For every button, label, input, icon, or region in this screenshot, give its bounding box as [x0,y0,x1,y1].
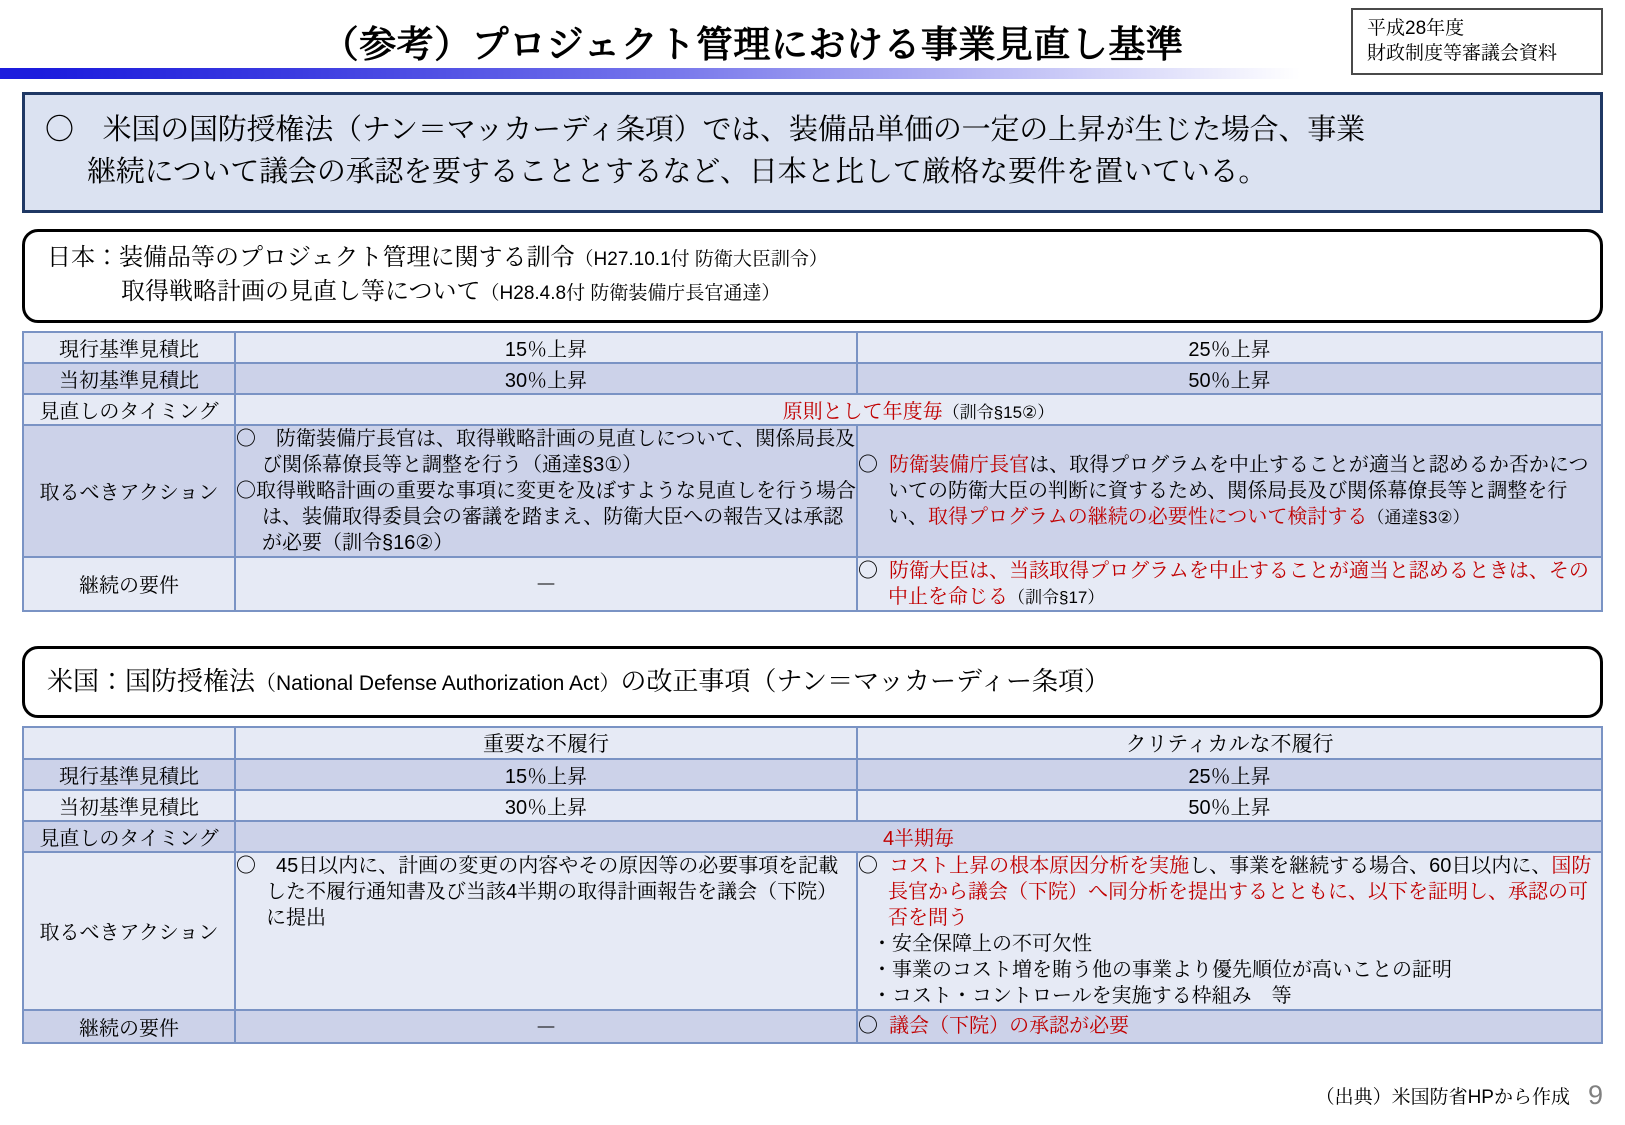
header-critical-breach: クリティカルな不履行 [857,727,1602,759]
badge-fiscal-year: 平成28年度 [1367,18,1465,39]
row-value-critical [857,425,1602,557]
action-bullet: 〇取得戦略計画の重要な事項に変更を及ぼすような見直しを行う場合は、装備取得委員会の審議を踏まえ、防衛大臣への報告又は承認が必要（訓令§16②） [236,479,856,554]
row-label: 現行基準見積比 [23,332,235,363]
us-header-line [47,663,1578,700]
table-row [23,1010,1602,1043]
action-red-emphasis: 取得プログラムの継続の必要性について検討する [928,505,1368,528]
timing-red-text: 4半期毎 [882,827,955,850]
japan-criteria-table [22,331,1603,612]
action-bullet [858,853,1601,931]
bullet-marker: 〇 [858,559,878,582]
row-value-major: － [235,1010,857,1043]
source-note: （出典）米国防省HPから作成 [1315,1087,1570,1108]
japan-header-line-2-main: 取得戦略計画の見直し等について [121,277,481,305]
action-black-body: し、事業を継続する場合、60日以内に、 [1189,854,1552,877]
row-value-major [235,852,857,1010]
row-value-critical: 50％上昇 [857,790,1602,821]
row-label: 継続の要件 [23,557,235,611]
bullet-marker: 〇 [858,854,878,877]
us-header-english-note: （National Defense Authorization Act） [255,671,621,695]
table-header-row [23,727,1602,759]
row-label: 見直しのタイミング [23,821,235,852]
table-row [23,759,1602,790]
header-gradient-bar [0,68,1300,79]
japan-header-line-2 [47,275,1578,309]
table-row [23,790,1602,821]
header-blank-corner [23,727,235,759]
slide-footer [1316,1082,1603,1109]
japan-header-line-1-main: 日本：装備品等のプロジェクト管理に関する訓令 [47,243,575,271]
continuation-red-text: 議会（下院）の承認が必要 [889,1015,1130,1038]
table-row [23,425,1602,557]
continuation-reference: （訓令§17） [1008,587,1105,607]
timing-reference: （訓令§15②） [942,402,1055,422]
table-row [23,852,1602,1010]
row-label: 取るべきアクション [23,852,235,1010]
row-label: 取るべきアクション [23,425,235,557]
row-value-major: 15％上昇 [235,759,857,790]
us-header-main-1: 米国：国防授権法 [47,665,256,696]
action-bullet: 〇 防衛装備庁長官は、取得戦略計画の見直しについて、関係局長及び関係幕僚長等と調整を行う（通達§3①） [236,427,856,476]
japan-section-header [22,229,1603,323]
action-red-subject: 防衛装備庁長官 [889,453,1030,476]
badge-council-name: 財政制度等審議会資料 [1367,43,1558,65]
row-value-timing [235,821,1602,852]
action-red-emphasis: 国防長官から議会（下院）へ同分析を提出するとともに、以下を証明し、承認の可否を問う [888,854,1592,929]
japan-header-line-1 [47,241,1578,275]
japan-header-line-1-note: （H27.10.1付 防衛大臣訓令） [574,248,828,270]
us-criteria-table [22,726,1603,1044]
table-row [23,821,1602,852]
row-value-critical [857,1010,1602,1043]
table-row [23,557,1602,611]
table-row [23,332,1602,363]
continuation-red-text-2: ときは、その中止を命じる [888,559,1589,608]
japan-header-line-2-note: （H28.4.8付 防衛装備庁長官通達） [480,282,781,304]
summary-callout [22,92,1603,213]
action-black-body: は、取得プログラムを中止することが適当と認めるか否かについての防衛大臣の判断に資するため、関係局長及び関係幕僚長等と調整を [888,453,1589,502]
us-header-main-2: の改正事項（ナン＝マッカーディー条項） [620,665,1110,696]
page-number: 9 [1587,1080,1603,1110]
row-label: 見直しのタイミング [23,394,235,425]
row-label: 現行基準見積比 [23,759,235,790]
row-value-critical [857,557,1602,611]
row-label: 継続の要件 [23,1010,235,1043]
action-black-body-2: 行い、 [888,479,1568,528]
page-title: （参考）プロジェクト管理における事業見直し基準 [321,24,1184,65]
summary-line-1: 〇 米国の国防授権法（ナン＝マッカーディ条項）では、装備品単価の一定の上昇が生じた場合、事業 [45,114,1365,146]
row-value-major: － [235,557,857,611]
document-badge [1351,8,1603,75]
summary-line-2: 継続について議会の承認を要することとするなど、日本と比して厳格な要件を置いている。 [87,156,1268,189]
table-row [23,363,1602,394]
row-value-major: 30％上昇 [235,790,857,821]
us-section-header [22,646,1603,718]
action-sub-bullet: ・安全保障上の不可欠性 [872,932,1092,955]
table-row [23,394,1602,425]
row-value-timing [235,394,1602,425]
bullet-marker: 〇 [858,453,878,476]
action-red-lead: コスト上昇の根本原因分析を実施 [889,854,1190,877]
action-sub-bullet: ・コスト・コントロールを実施する枠組み 等 [872,984,1292,1007]
action-bullet: 〇 45日以内に、計画の変更の内容やその原因等の必要事項を記載した不履行通知書及び当該4半期の取得計画報告を議会（下院）に提出 [236,854,839,929]
timing-red-text: 原則として年度毎 [782,400,943,423]
row-value-critical [857,852,1602,1010]
continuation-red-text: 防衛大臣は、当該取得プログラムを中止することが適当と認める [889,559,1469,582]
row-value-critical: 50％上昇 [857,363,1602,394]
action-sub-bullet: ・事業のコスト増を賄う他の事業より優先順位が高いことの証明 [872,958,1452,981]
slide-header [0,0,1625,78]
header-major-breach: 重要な不履行 [235,727,857,759]
continuation-bullet [858,558,1601,610]
row-label: 当初基準見積比 [23,363,235,394]
row-value-major: 30％上昇 [235,363,857,394]
row-value-critical: 25％上昇 [857,759,1602,790]
bullet-marker: 〇 [858,1015,878,1038]
row-label: 当初基準見積比 [23,790,235,821]
action-bullet [858,452,1601,530]
continuation-bullet [858,1013,1601,1039]
row-value-critical: 25％上昇 [857,332,1602,363]
row-value-major [235,425,857,557]
action-reference: （通達§3②） [1367,507,1470,527]
row-value-major: 15％上昇 [235,332,857,363]
